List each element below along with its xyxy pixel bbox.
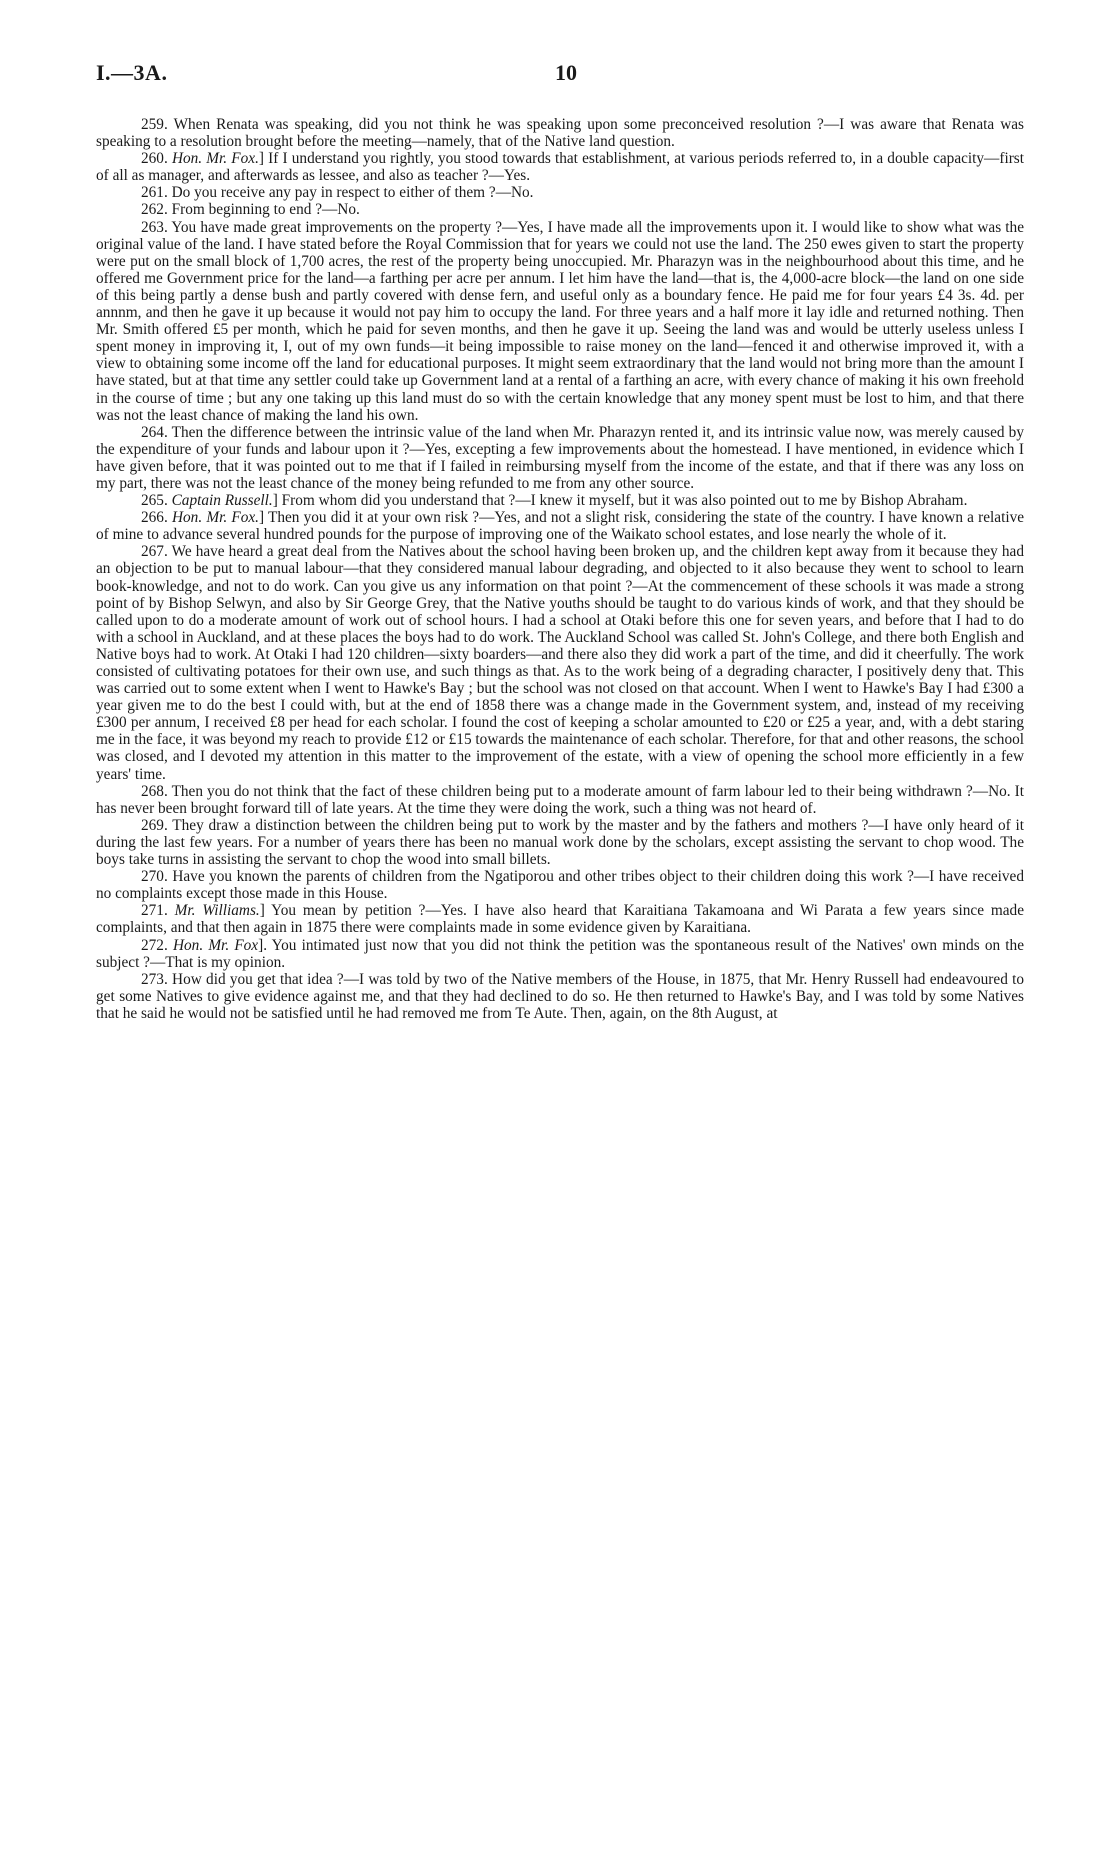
paragraph-text: Then you do not think that the fact of these children being put to a moderate amount of farm labour led to their being withdrawn ?—No. It has never been brought forward till of late years. At the time they were doing the work, such a thing was not heard of. <box>96 782 1024 817</box>
paragraph-text: ] Then you did it at your own risk ?—Yes, and not a slight risk, considering the state of the country. I have known a relative of mine to advance several hundred pounds for the purpose of improving one of the Waikato school estates, and lose nearly the whole of it. <box>96 509 1025 544</box>
paragraph-273 <box>96 971 1024 1022</box>
paragraph-text: They draw a distinction between the children being put to work by the master and by the fathers and mothers ?—I have only heard of it during the last few years. For a number of years there has been no manual work done by the scholars, except assisting the servant to chop wood. The boys take turns in assisting the servant to chop the wood into small billets. <box>96 816 1024 869</box>
question-number: 262. <box>141 201 168 219</box>
paragraph-259 <box>96 116 1024 150</box>
question-number: 270. <box>141 868 168 886</box>
page-number: 10 <box>555 60 577 85</box>
speaker-name: Mr. Williams. <box>174 902 260 920</box>
paragraph-266 <box>96 509 1024 543</box>
paragraph-264 <box>96 424 1024 492</box>
paragraph-260 <box>96 150 1024 184</box>
question-number: 269. <box>141 816 168 834</box>
paragraph-267 <box>96 543 1024 782</box>
question-number: 265. <box>141 492 168 510</box>
paragraph-270 <box>96 868 1024 902</box>
paragraph-text: Do you receive any pay in respect to either of them ?—No. <box>171 184 534 202</box>
paragraph-text: ] From whom did you understand that ?—I knew it myself, but it was also pointed out to me by Bishop Abraham. <box>272 492 968 510</box>
question-number: 266. <box>141 509 168 527</box>
question-number: 267. <box>141 543 168 561</box>
page-header <box>96 60 1024 94</box>
body-text <box>96 116 1024 1022</box>
paragraph-261 <box>96 184 1024 201</box>
paragraph-268 <box>96 783 1024 817</box>
paragraph-text: From beginning to end ?—No. <box>171 201 360 219</box>
paragraph-263 <box>96 219 1024 424</box>
paragraph-text: ] If I understand you rightly, you stood towards that establishment, at various periods referred to, in a double capacity—first of all as manager, and afterwards as lessee, and also as teacher ?—Yes. <box>96 150 1024 185</box>
paragraph-272 <box>96 937 1024 971</box>
question-number: 272. <box>141 936 168 954</box>
question-number: 264. <box>141 423 168 441</box>
speaker-name: Hon. Mr. Fox. <box>171 150 259 168</box>
paragraph-269 <box>96 817 1024 868</box>
document-reference: I.—3A. <box>96 60 168 85</box>
paragraph-text: How did you get that idea ?—I was told by two of the Native members of the House, in 1875, that Mr. Henry Russell had endeavoured to get some Natives to give evidence against me, and that they had declined to do so. He then returned to Hawke's Bay, and I was told by some Natives that he said he would not be satisfied until he had removed me from Te Aute. Then, again, on the 8th August, at <box>96 970 1024 1022</box>
paragraph-text: ] You mean by petition ?—Yes. I have also heard that Karaitiana Takamoana and Wi Parata a few years since made complaints, and that then again in 1875 there were complaints made in some evidence given by Karaitiana. <box>96 902 1024 937</box>
paragraph-text: Have you known the parents of children from the Ngatiporou and other tribes object to their children doing this work ?—I have received no complaints except those made in this House. <box>96 868 1024 903</box>
paragraph-271 <box>96 902 1024 936</box>
question-number: 261. <box>141 184 168 202</box>
paragraph-262 <box>96 201 1024 218</box>
paragraph-text: ]. You intimated just now that you did not think the petition was the spontaneous result of the Natives' own minds on the subject ?—That is my opinion. <box>96 936 1024 971</box>
paragraph-text: You have made great improvements on the property ?—Yes, I have made all the improvements upon it. I would like to show what was the original value of the land. I have stated before the Royal Commission that for years we could not use the land. The 250 ewes given to start the property were put on the small block of 1,700 acres, the rest of the property being unoccupied. Mr. Pharazyn was in the neighbourhood about this time, and he offered me Government price for the land—a farthing per acre per annum. I let him have the land—that is, the 4,000-acre block—the land on one side of this being partly a dense bush and partly covered with dense fern, and useful only as a boundary fence. He paid me for four years £4 3s. 4d. per annnm, and then he gave it up because it would not pay him to occupy the land. For three years and a half more it lay idle and returned nothing. Then Mr. Smith offered £5 per month, which he paid for seven months, and then he gave it up. Seeing the land was and would be utterly useless unless I spent money in improving it, I, out of my own funds—it being impossible to raise money on the land—fenced it and otherwise improved it, with a view to obtaining some income off the land for educational purposes. It might seem extraordinary that the land would not bring more than the amount I have stated, but at that time any settler could take up Government land at a rental of a farthing an acre, with every chance of making it his own freehold in the course of time ; but any one taking up this land must do so with the certain knowledge that any money spent must be lost to him, and that there was not the least chance of making the land his own. <box>96 218 1024 424</box>
speaker-name: Hon. Mr. Fox <box>172 936 259 954</box>
speaker-name: Hon. Mr. Fox. <box>171 509 259 527</box>
paragraph-265 <box>96 492 1024 509</box>
question-number: 273. <box>141 970 168 988</box>
paragraph-text: We have heard a great deal from the Natives about the school having been broken up, and the children kept away from it because they had an objection to be put to manual labour—that they considered manual labour degrading, and objected to it also because they went to school to learn book-knowledge, and not to do work. Can you give us any information on that point ?—At the commencement of these schools it was made a strong point of by Bishop Selwyn, and also by Sir George Grey, that the Native youths should be taught to do various kinds of work, and that they should be called upon to do a moderate amount of work out of school hours. I had a school at Otaki before this one for seven years, and before that I had to do with a school in Auckland, and at these places the boys had to do work. The Auckland School was called St. John's College, and there both English and Native boys had to work. At Otaki I had 120 children—sixty boarders—and there also they did work a part of the time, and did it cheerfully. The work consisted of cultivating potatoes for their own use, and such things as that. As to the work being of a degrading character, I positively deny that. This was carried out to some extent when I went to Hawke's Bay ; but the school was not closed on that account. When I went to Hawke's Bay I had £300 a year given me to do the best I could with, but at the end of 1858 there was a change made in the Government system, and, instead of my receiving £300 per annum, I received £8 per head for each scholar. I found the cost of keeping a scholar amounted to £20 or £25 a year, and, with a debt staring me in the face, it was beyond my reach to provide £12 or £15 towards the maintenance of each scholar. Therefore, for that and other reasons, the school was closed, and I devoted my attention in this matter to the improvement of the estate, with a view of opening the school more efficiently in a few years' time. <box>96 543 1024 783</box>
speaker-name: Captain Russell. <box>171 492 273 510</box>
question-number: 263. <box>141 218 168 236</box>
question-number: 259. <box>141 116 168 133</box>
question-number: 268. <box>141 782 168 800</box>
paragraph-text: Then the difference between the intrinsic value of the land when Mr. Pharazyn rented it, and its intrinsic value now, was merely caused by the expenditure of your funds and labour upon it ?—Yes, excepting a few improvements about the homestead. I have mentioned, in evidence which I have given before, that it was pointed out to me that if I failed in reimbursing myself from the income of the estate, and that if there was any loss on my part, there was not the least chance of the money being refunded to me from any other source. <box>96 423 1024 492</box>
question-number: 260. <box>141 150 168 168</box>
question-number: 271. <box>141 902 168 920</box>
paragraph-text: When Renata was speaking, did you not think he was speaking upon some preconceived resolution ?—I was aware that Renata was speaking to a resolution brought before the meeting—namely, that of the Native land question. <box>96 116 1024 151</box>
